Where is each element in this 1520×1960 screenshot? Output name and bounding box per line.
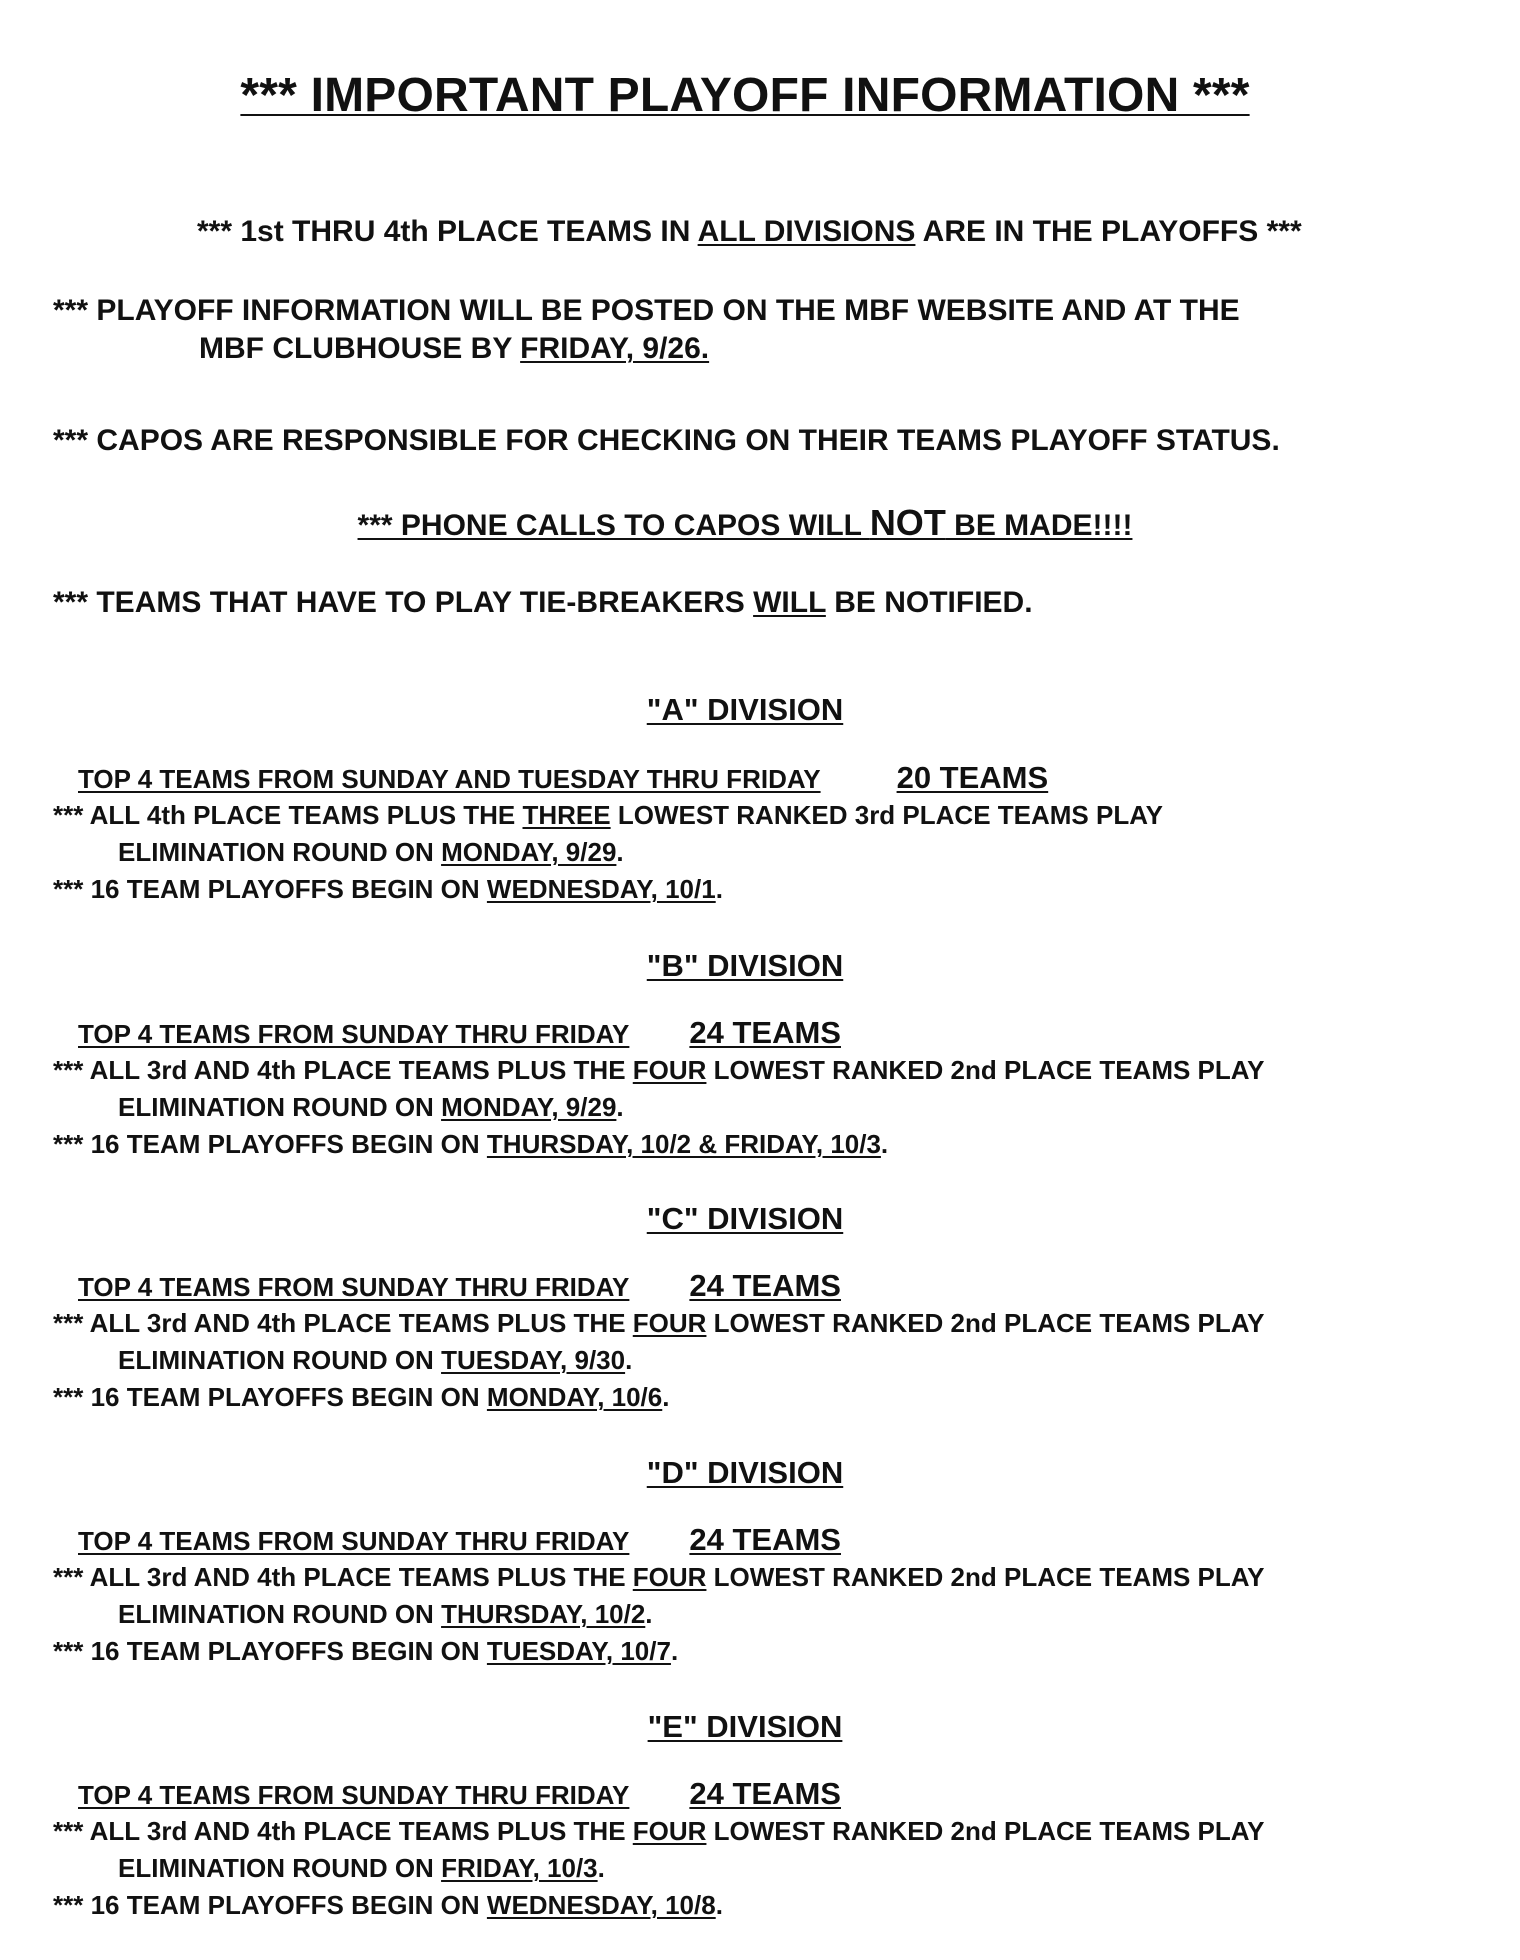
division-top-line: TOP 4 TEAMS FROM SUNDAY THRU FRIDAY 24 TEAMS	[78, 1776, 841, 1811]
page-title: *** IMPORTANT PLAYOFF INFORMATION ***	[240, 69, 1250, 122]
will-emphasis: WILL	[753, 586, 826, 619]
playoffs-begin-line: *** 16 TEAM PLAYOFFS BEGIN ON MONDAY, 10/6.	[53, 1382, 670, 1412]
top-four-notice: *** 1st THRU 4th PLACE TEAMS IN ALL DIVISIONS ARE IN THE PLAYOFFS ***	[197, 215, 1302, 248]
playoffs-begin-line: *** 16 TEAM PLAYOFFS BEGIN ON TUESDAY, 10/7.	[53, 1636, 679, 1666]
posted-date: FRIDAY, 9/26.	[520, 332, 710, 365]
playoffs-begin-line: *** 16 TEAM PLAYOFFS BEGIN ON WEDNESDAY, 10/1.	[53, 874, 723, 904]
team-count: 20 TEAMS	[896, 760, 1049, 795]
elimination-line: *** ALL 4th PLACE TEAMS PLUS THE THREE LOWEST RANKED 3rd PLACE TEAMS PLAY	[53, 800, 1163, 830]
elimination-line: *** ALL 3rd AND 4th PLACE TEAMS PLUS THE FOUR LOWEST RANKED 2nd PLACE TEAMS PLAY	[53, 1308, 1265, 1338]
playoffs-date: WEDNESDAY, 10/8	[486, 1890, 716, 1920]
division-heading: "C" DIVISION	[646, 1201, 844, 1236]
division-heading: "B" DIVISION	[646, 948, 844, 983]
elimination-date: MONDAY, 9/29	[441, 837, 617, 867]
team-count: 24 TEAMS	[689, 1522, 841, 1557]
phone-calls-notice: *** PHONE CALLS TO CAPOS WILL NOT BE MADE!!!!	[357, 502, 1133, 543]
division-top-line: TOP 4 TEAMS FROM SUNDAY THRU FRIDAY 24 TEAMS	[78, 1015, 841, 1050]
capos-responsible-notice: *** CAPOS ARE RESPONSIBLE FOR CHECKING ON THEIR TEAMS PLAYOFF STATUS.	[53, 424, 1280, 457]
team-count: 24 TEAMS	[689, 1015, 841, 1050]
posted-notice-line1: *** PLAYOFF INFORMATION WILL BE POSTED ON THE MBF WEBSITE AND AT THE	[53, 294, 1240, 327]
not-emphasis: NOT	[869, 502, 946, 543]
elimination-date: THURSDAY, 10/2	[441, 1599, 646, 1629]
elimination-line: *** ALL 3rd AND 4th PLACE TEAMS PLUS THE FOUR LOWEST RANKED 2nd PLACE TEAMS PLAY	[53, 1816, 1265, 1846]
playoffs-date: MONDAY, 10/6	[486, 1382, 663, 1412]
division-heading: "E" DIVISION	[647, 1709, 843, 1744]
elimination-line: *** ALL 3rd AND 4th PLACE TEAMS PLUS THE FOUR LOWEST RANKED 2nd PLACE TEAMS PLAY	[53, 1562, 1265, 1592]
elimination-date: MONDAY, 9/29	[441, 1092, 617, 1122]
elimination-round-line: ELIMINATION ROUND ON FRIDAY, 10/3.	[118, 1853, 605, 1883]
all-divisions-emphasis: ALL DIVISIONS	[697, 215, 916, 248]
division-heading: "D" DIVISION	[646, 1455, 844, 1490]
elimination-round-line: ELIMINATION ROUND ON TUESDAY, 9/30.	[118, 1345, 633, 1375]
posted-notice-line2: MBF CLUBHOUSE BY FRIDAY, 9/26.	[199, 332, 710, 365]
tie-breakers-notice: *** TEAMS THAT HAVE TO PLAY TIE-BREAKERS WILL BE NOTIFIED.	[53, 586, 1033, 619]
elimination-line: *** ALL 3rd AND 4th PLACE TEAMS PLUS THE FOUR LOWEST RANKED 2nd PLACE TEAMS PLAY	[53, 1055, 1265, 1085]
elimination-round-line: ELIMINATION ROUND ON THURSDAY, 10/2.	[118, 1599, 653, 1629]
playoffs-date: WEDNESDAY, 10/1	[486, 874, 716, 904]
division-top-line: TOP 4 TEAMS FROM SUNDAY AND TUESDAY THRU FRIDAY 20 TEAMS	[78, 760, 1049, 795]
playoffs-date: THURSDAY, 10/2 & FRIDAY, 10/3	[486, 1129, 881, 1159]
playoffs-date: TUESDAY, 10/7	[486, 1636, 671, 1666]
elimination-round-line: ELIMINATION ROUND ON MONDAY, 9/29.	[118, 837, 624, 867]
division-heading: "A" DIVISION	[646, 692, 844, 727]
division-top-line: TOP 4 TEAMS FROM SUNDAY THRU FRIDAY 24 TEAMS	[78, 1268, 841, 1303]
elimination-date: FRIDAY, 10/3	[441, 1853, 598, 1883]
playoffs-begin-line: *** 16 TEAM PLAYOFFS BEGIN ON THURSDAY, 10/2 & FRIDAY, 10/3.	[53, 1129, 889, 1159]
playoffs-begin-line: *** 16 TEAM PLAYOFFS BEGIN ON WEDNESDAY, 10/8.	[53, 1890, 723, 1920]
elimination-date: TUESDAY, 9/30	[441, 1345, 626, 1375]
team-count: 24 TEAMS	[689, 1268, 841, 1303]
division-top-line: TOP 4 TEAMS FROM SUNDAY THRU FRIDAY 24 TEAMS	[78, 1522, 841, 1557]
team-count: 24 TEAMS	[689, 1776, 841, 1811]
elimination-round-line: ELIMINATION ROUND ON MONDAY, 9/29.	[118, 1092, 624, 1122]
